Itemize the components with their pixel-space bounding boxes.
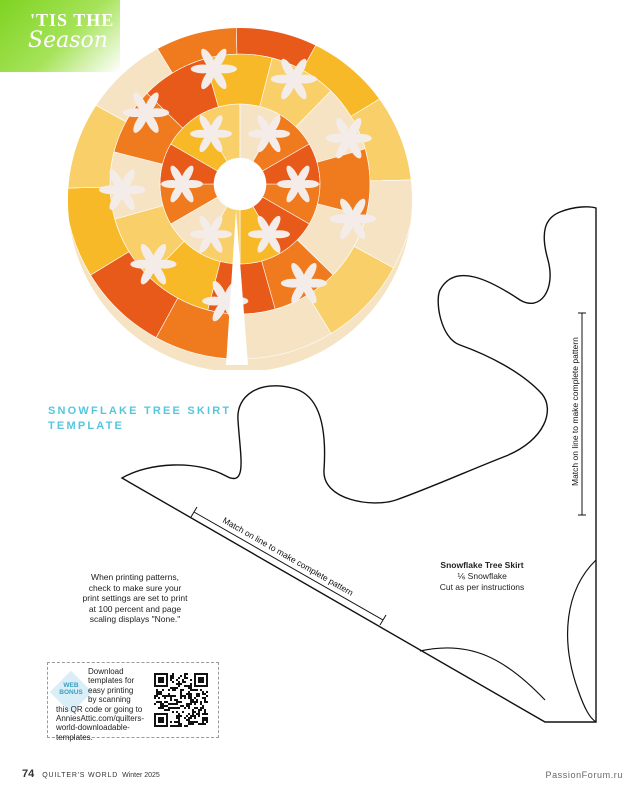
tab-title-top: 'TIS THE <box>30 10 115 30</box>
magazine-name: QUILTER'S WORLD <box>42 772 119 779</box>
page-footer <box>22 768 160 780</box>
template-bottom-curve <box>420 648 545 700</box>
issue-date: Winter 2025 <box>122 772 160 779</box>
tab-title-script: Season <box>28 28 108 53</box>
template-right-curve <box>568 560 596 722</box>
template-fraction: ⅙ Snowflake <box>457 571 507 581</box>
qr-code-icon[interactable] <box>152 671 210 729</box>
match-text-diagonal: Match on line to make complete pattern <box>221 515 356 598</box>
template-outline <box>122 207 596 722</box>
watermark: PassionForum.ru <box>545 770 623 780</box>
section-title: SNOWFLAKE TREE SKIRT TEMPLATE <box>48 405 232 432</box>
template-title: Snowflake Tree Skirt <box>440 560 524 570</box>
print-note: When printing patterns, check to make sure your print settings are set to print at 100 percent and page scaling displays "None." <box>82 572 188 624</box>
page-number: 74 <box>22 768 35 780</box>
template-label <box>432 560 532 593</box>
web-bonus-badge-text: WEB BONUS <box>59 682 83 696</box>
template-instruction: Cut as per instructions <box>439 582 525 592</box>
web-bonus-box <box>47 662 219 742</box>
match-line-diagonal <box>194 512 383 620</box>
match-text-vertical: Match on line to make complete pattern <box>570 337 580 486</box>
web-bonus-text: Download templates for easy printing by scanning this QR code or going to AnniesAttic.com/quilters- world-downloadable- templates. <box>56 667 145 742</box>
